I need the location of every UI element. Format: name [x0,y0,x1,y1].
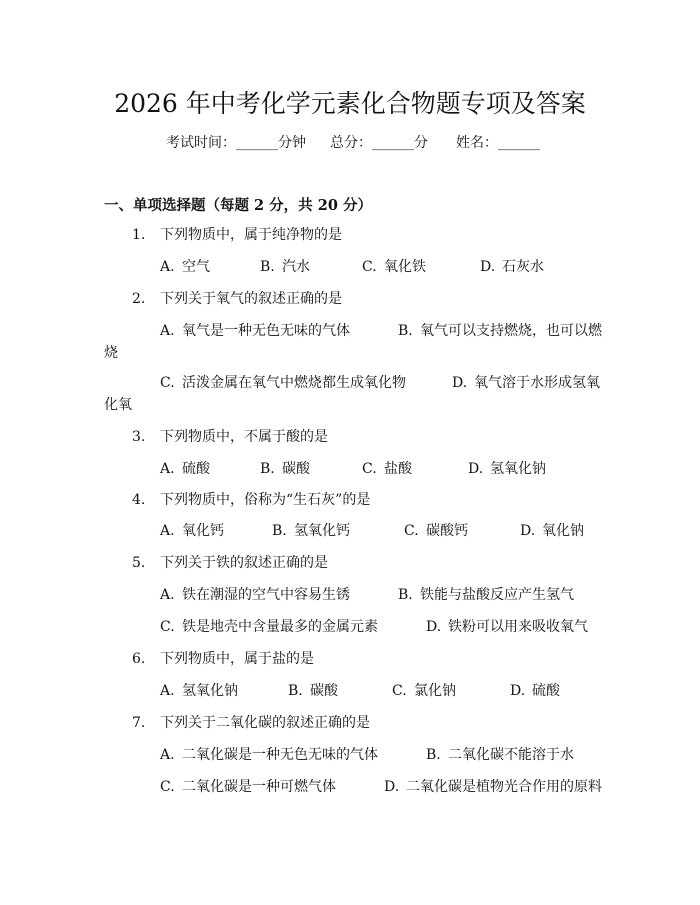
option-letter: C. [362,259,377,275]
option-letter: B. [260,259,275,275]
answer-option [260,256,310,276]
option-text: 铁在潮湿的空气中容易生锈 [182,587,350,603]
answer-option [392,680,456,700]
question-number: 1. [132,227,146,243]
answer-option [510,680,560,700]
option-text: 石灰水 [502,259,544,275]
option-letter: C. [404,523,419,539]
option-letter: D. [480,259,496,275]
question-text: 下列关于铁的叙述正确的是 [160,555,328,571]
answer-option [160,776,336,796]
answer-option [398,584,574,604]
option-letter: A. [160,747,175,763]
answer-option [260,458,310,478]
question-stem [132,552,328,572]
question-text: 下列物质中，属于纯净物的是 [160,227,342,243]
name-field: 姓名：______ [456,135,540,151]
option-letter: A. [160,323,175,339]
option-letter: D. [468,461,484,477]
option-letter: C. [160,779,175,795]
option-letter: C. [160,375,175,391]
answer-option [404,520,468,540]
question-text: 下列物质中，属于盐的是 [160,651,314,667]
option-text: 氧化钠 [542,523,584,539]
option-letter: A. [160,683,175,699]
answer-option [426,616,588,636]
question-stem [132,712,370,732]
option-text: 硫酸 [182,461,210,477]
answer-option [480,256,544,276]
option-text: 氯化钠 [414,683,456,699]
answer-option [160,458,210,478]
option-text: 汽水 [282,259,310,275]
option-text: 氢氧化钠 [490,461,546,477]
option-text: 铁是地壳中含量最多的金属元素 [182,619,378,635]
option-letter: C. [392,683,407,699]
question-number: 3. [132,429,146,445]
answer-option [272,520,350,540]
option-letter: D. [384,779,400,795]
answer-option [398,320,602,340]
option-letter: D. [520,523,536,539]
option-text: 空气 [182,259,210,275]
option-text: 碳酸钙 [426,523,468,539]
answer-option [160,680,238,700]
option-letter: B. [288,683,303,699]
option-text: 氧气溶于水形成氢氧 [474,375,600,391]
option-letter: B. [398,587,413,603]
question-number: 2. [132,291,146,307]
option-text: 氧化钙 [182,523,224,539]
option-letter: A. [160,587,175,603]
total-score-field: 总分：______分 [330,135,428,151]
question-text: 下列关于二氧化碳的叙述正确的是 [160,715,370,731]
answer-option [160,256,210,276]
section-heading: 一、单项选择题（每题 2 分，共 20 分） [104,197,372,214]
answer-option [362,458,412,478]
question-number: 7. [132,715,146,731]
question-text: 下列物质中，不属于酸的是 [160,429,328,445]
question-stem [132,224,342,244]
option-text: 二氧化碳是一种可燃气体 [182,779,336,795]
answer-option [160,584,350,604]
option-text: 碳酸 [282,461,310,477]
option-text-wrap: 烧 [104,345,118,361]
answer-option [160,320,350,340]
option-text: 氧化铁 [384,259,426,275]
option-text: 盐酸 [384,461,412,477]
option-text: 二氧化碳是植物光合作用的原料 [406,779,602,795]
option-text: 氧气是一种无色无味的气体 [182,323,350,339]
question-number: 4. [132,492,146,508]
answer-option [160,616,378,636]
option-text: 氧气可以支持燃烧，也可以燃 [420,323,602,339]
option-text: 碳酸 [310,683,338,699]
option-letter: A. [160,259,175,275]
answer-option [426,744,574,764]
question-stem [132,288,342,308]
option-text: 铁能与盐酸反应产生氢气 [420,587,574,603]
exam-time-field: 考试时间：______分钟 [166,135,306,151]
question-number: 6. [132,651,146,667]
option-letter: B. [272,523,287,539]
option-letter: A. [160,523,175,539]
option-text: 氢氧化钠 [182,683,238,699]
answer-option [160,372,406,392]
page-title: 2026 年中考化学元素化合物题专项及答案 [114,89,586,118]
option-letter: B. [260,461,275,477]
question-text: 下列物质中，俗称为“生石灰”的是 [160,492,371,508]
option-letter: C. [362,461,377,477]
option-letter: D. [426,619,442,635]
option-letter: A. [160,461,175,477]
question-number: 5. [132,555,146,571]
option-letter: D. [452,375,468,391]
answer-option [468,458,546,478]
answer-option [160,744,378,764]
option-letter: C. [160,619,175,635]
question-stem [132,489,370,509]
option-text: 氢氧化钙 [294,523,350,539]
question-stem [132,426,328,446]
option-letter: B. [426,747,441,763]
option-text-wrap: 化氧 [104,397,132,413]
answer-option [520,520,584,540]
option-text: 二氧化碳不能溶于水 [448,747,574,763]
answer-option [452,372,600,392]
option-text: 活泼金属在氧气中燃烧都生成氧化物 [182,375,406,391]
option-text: 二氧化碳是一种无色无味的气体 [182,747,378,763]
answer-option [288,680,338,700]
question-stem [132,648,314,668]
option-letter: D. [510,683,526,699]
option-text: 铁粉可以用来吸收氧气 [448,619,588,635]
question-text: 下列关于氧气的叙述正确的是 [160,291,342,307]
answer-option [384,776,602,796]
option-text: 硫酸 [532,683,560,699]
answer-option [362,256,426,276]
answer-option [160,520,224,540]
option-letter: B. [398,323,413,339]
